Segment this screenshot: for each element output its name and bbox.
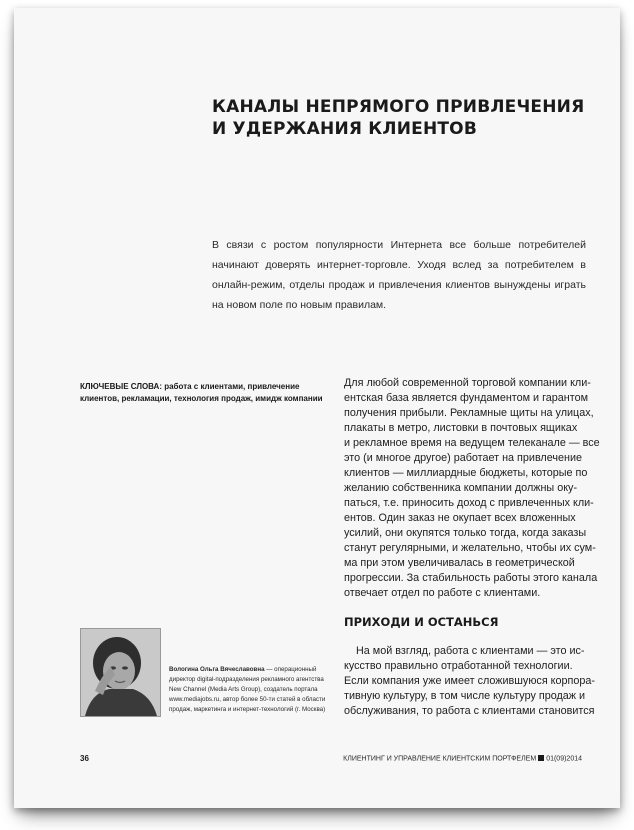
square-bullet-icon: [538, 755, 544, 761]
body-text-column: [344, 376, 600, 601]
body-line: желанию собственника компании должны оку-: [344, 482, 578, 494]
author-bio: [169, 665, 332, 715]
body-line: тивную культуру, в том числе культуру продаж и: [344, 690, 586, 702]
body-line: и рекламное время на ведущем телеканале — все: [344, 437, 600, 449]
author-name: Вологина Ольга Вячеславовна: [169, 666, 265, 673]
lead-paragraph: В связи с ростом популярности Интернета все больше потребителей начинают доверять интернет-торговле. Уходя вслед за потребителем в онлайн-режим, отделы продаж и привлечения клиентов вынуждены играть на новом поле по новым правилам.: [212, 239, 586, 311]
body-line: паться, т.е. приносить доход с привлеченных кли-: [344, 497, 594, 509]
body-line: клиентов — миллиардные бюджеты, которые по: [344, 467, 588, 479]
body-line: ентская база является фундаментом и гарантом: [344, 392, 588, 404]
body-line: станут регулярными, и желательно, чтобы их сум-: [344, 542, 596, 554]
keywords-text: работа с клиентами, привлечение клиентов, рекламации, технология продаж, имидж компании: [80, 382, 323, 403]
body-line: кусство правильно отработанной технологии.: [344, 660, 573, 672]
author-portrait-image: [81, 629, 160, 716]
body-line: Если компания уже имеет сложившуюся корпора-: [344, 675, 595, 687]
body-line: ма при этом увеличивалась в геометрической: [344, 557, 575, 569]
keywords-label: КЛЮЧЕВЫЕ СЛОВА:: [80, 382, 162, 391]
page-number: 36: [80, 754, 89, 763]
author-photo: [80, 628, 161, 717]
body-line: ентов. Один заказ не окупает всех вложенных: [344, 512, 576, 524]
running-footer: [343, 755, 582, 763]
body-line: обслуживания, то работа с клиентами становится: [344, 705, 595, 717]
article-title: [212, 96, 592, 140]
body-line: Для любой современной торговой компании кли-: [344, 377, 591, 389]
keywords: [80, 381, 330, 405]
body-line: прогрессии. За стабильность работы этого канала: [344, 572, 598, 584]
magazine-page: [14, 8, 620, 808]
body-line: это (и многое другое) работает на привлечение: [344, 452, 583, 464]
title-line-1: КАНАЛЫ НЕПРЯМОГО ПРИВЛЕЧЕНИЯ: [212, 97, 585, 117]
running-title: КЛИЕНТИНГ И УПРАВЛЕНИЕ КЛИЕНТСКИМ ПОРТФЕЛЕМ: [343, 755, 537, 763]
body-line: получения прибыли. Рекламные щиты на улицах,: [344, 407, 594, 419]
body-line: усилий, они окупятся только тогда, когда заказы: [344, 527, 587, 539]
author-description: — операционный директор digital-подразделения рекламного агентства New Channel (Media Arts Group), создатель портала www.mediajobs.ru, автор более 50-ти статей в области продаж, маркетинга и интернет-технологий (г. Москва): [169, 666, 326, 713]
body-line: На мой взгляд, работа с клиентами — это ис-: [344, 645, 585, 657]
body-line: плакаты в метро, листовки в почтовых ящиках: [344, 422, 578, 434]
section-heading: ПРИХОДИ И ОСТАНЬСЯ: [344, 615, 499, 629]
body-text-column-2: [344, 644, 594, 719]
body-line: отвечает отдел по работе с клиентами.: [344, 587, 541, 599]
issue-number: 01(09)2014: [546, 755, 582, 763]
title-line-2: И УДЕРЖАНИЯ КЛИЕНТОВ: [212, 119, 477, 139]
